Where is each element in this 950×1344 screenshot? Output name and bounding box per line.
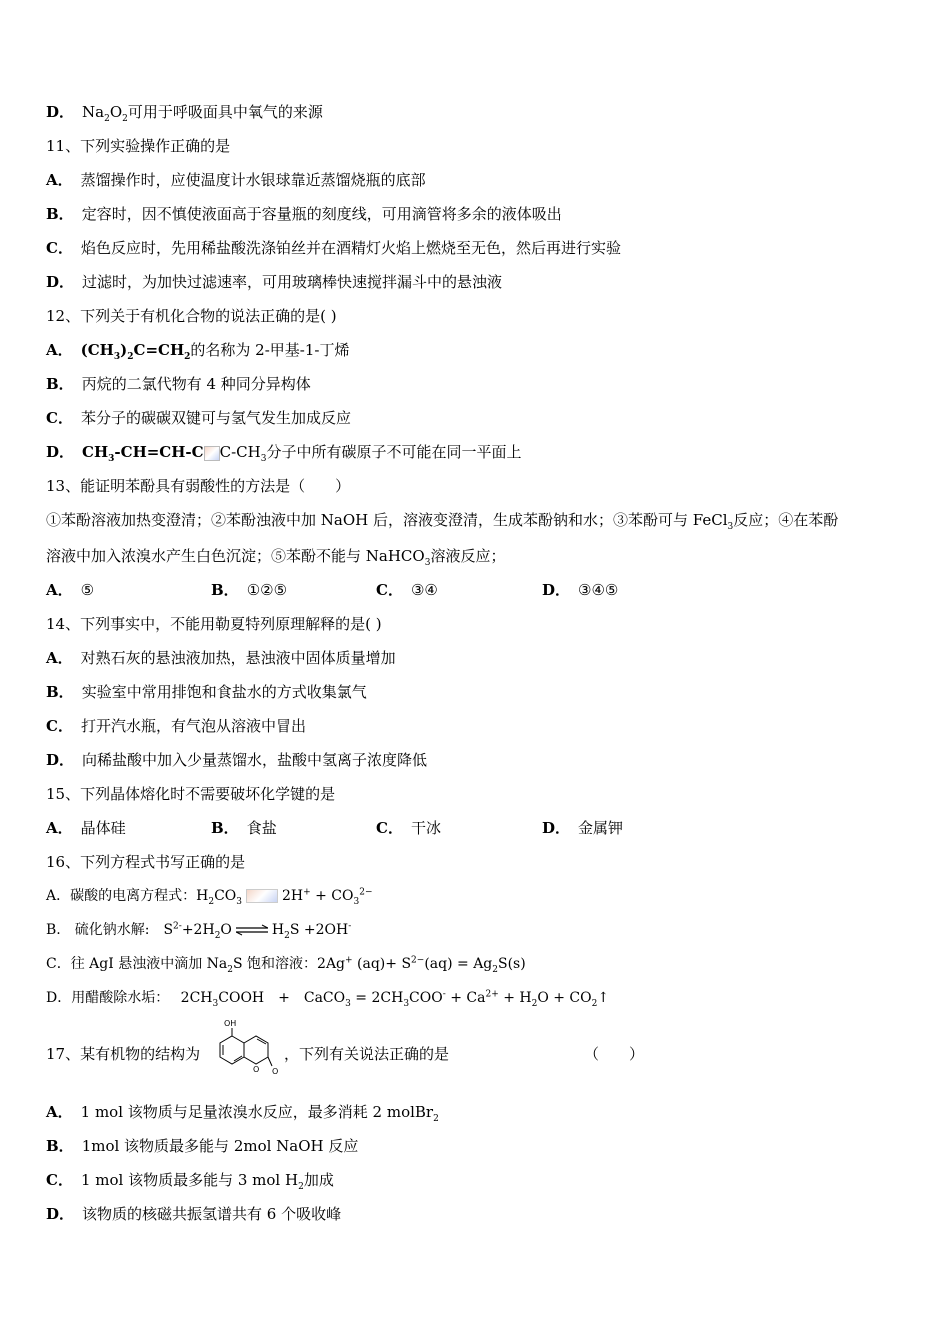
- q12-stem: 12、下列关于有机化合物的说法正确的是( ): [46, 307, 337, 325]
- q11-option-a: A． 蒸馏操作时，应使温度计水银球靠近蒸馏烧瓶的底部: [46, 171, 426, 189]
- q12-option-b: B． 丙烷的二氯代物有 4 种同分异构体: [46, 375, 311, 393]
- oh-label: OH: [224, 1019, 237, 1028]
- q16-stem: 16、下列方程式书写正确的是: [46, 853, 246, 871]
- q15-option-c: C． 干冰: [376, 819, 441, 837]
- q15-option-b: B． 食盐: [211, 819, 277, 837]
- q13-body-line2: 溶液中加入浓溴水产生白色沉淀；⑤苯酚不能与 NaHCO$_3$溶液反应；: [46, 547, 506, 568]
- q17-option-d: D． 该物质的核磁共振氢谱共有 6 个吸收峰: [46, 1205, 342, 1223]
- q14-option-b: B． 实验室中常用排饱和食盐水的方式收集氯气: [46, 683, 367, 701]
- q11-option-b: B． 定容时，因不慎使液面高于容量瓶的刻度线，可用滴管将多余的液体吸出: [46, 205, 562, 223]
- q16-option-a: A．碳酸的电离方程式：$H_2CO_3$ $2H^+ + CO_3^{2-}$: [46, 887, 373, 907]
- q17-stem-prefix: 17、某有机物的结构为: [46, 1045, 201, 1063]
- q13-options: [46, 580, 846, 600]
- q12-option-a: A． $(CH_3)_2C=CH_2$的名称为 2-甲基-1-丁烯: [46, 341, 350, 362]
- q10-option-d: D． $Na_2O_2$可用于呼吸面具中氧气的来源: [46, 103, 323, 124]
- q13-option-a: A． ⑤: [46, 581, 95, 599]
- q17-option-c: C． 1 mol 该物质最多能与 3 mol $H_2$加成: [46, 1171, 334, 1192]
- q16-option-c: C．往 AgI 悬浊液中滴加 $Na_2S$ 饱和溶液：2Ag+ $(aq)+ S^{2-}(aq) = Ag_2S(s)$: [46, 955, 526, 975]
- q17-option-b: B． 1mol 该物质最多能与 2mol NaOH 反应: [46, 1137, 359, 1155]
- q11-stem: 11、下列实验操作正确的是: [46, 137, 231, 155]
- q17-option-a: A． 1 mol 该物质与足量浓溴水反应，最多消耗 2 molBr$_2$: [46, 1103, 439, 1124]
- q17-stem-suffix: ，下列有关说法正确的是: [284, 1045, 450, 1063]
- q14-option-c: C． 打开汽水瓶，有气泡从溶液中冒出: [46, 717, 306, 735]
- q15-option-d: D． 金属钾: [542, 819, 624, 837]
- q14-option-d: D． 向稀盐酸中加入少量蒸馏水，盐酸中氢离子浓度降低: [46, 751, 428, 769]
- coumarin-structure-diagram: [214, 1018, 280, 1076]
- q13-stem: 13、能证明苯酚具有弱酸性的方法是（ ）: [46, 477, 351, 495]
- q16-option-b: B. 硫化钠水解: $S^{2-}+2H_2O$ $H_2S +2OH^-$: [46, 921, 352, 941]
- q11-option-c: C． 焰色反应时，先用稀盐酸洗涤铂丝并在酒精灯火焰上燃烧至无色，然后再进行实验: [46, 239, 621, 257]
- q13-option-b: B． ①②⑤: [211, 581, 288, 599]
- q14-stem: 14、下列事实中，不能用勒夏特列原理解释的是( ): [46, 615, 382, 633]
- triple-bond-image: [204, 446, 220, 461]
- q13-option-d: D． ③④⑤: [542, 581, 619, 599]
- q13-body-line1: ①苯酚溶液加热变澄清；②苯酚浊液中加 NaOH 后，溶液变澄清，生成苯酚钠和水；③苯酚可与 FeCl$_3$反应；④在苯酚: [46, 511, 839, 532]
- q16-option-d: D．用醋酸除水垢： $2CH_3COOH$ + CaCO$_3$ = $2CH_3COO^- + Ca^{2+} + H_2O$ + $CO_2↑$: [46, 989, 610, 1009]
- carbonyl-oxygen-label: O: [272, 1067, 279, 1076]
- q12-option-c: C． 苯分子的碳碳双键可与氢气发生加成反应: [46, 409, 351, 427]
- q15-stem: 15、下列晶体熔化时不需要破坏化学键的是: [46, 785, 336, 803]
- q17-answer-paren: （ ）: [584, 1045, 645, 1063]
- q11-option-d: D． 过滤时，为加快过滤速率，可用玻璃棒快速搅拌漏斗中的悬浊液: [46, 273, 503, 291]
- q15-option-a: A． 晶体硅: [46, 819, 126, 837]
- q15-options: [46, 818, 846, 838]
- q12-option-d: D． $CH_3-CH=CH-C$ $C-CH_3$分子中所有碳原子不可能在同一平面上: [46, 443, 522, 464]
- ring-oxygen-label: O: [253, 1065, 260, 1074]
- q14-option-a: A． 对熟石灰的悬浊液加热，悬浊液中固体质量增加: [46, 649, 396, 667]
- reversible-arrow-image: [246, 889, 278, 903]
- reversible-arrow-icon: [236, 924, 268, 936]
- q13-option-c: C． ③④: [376, 581, 438, 599]
